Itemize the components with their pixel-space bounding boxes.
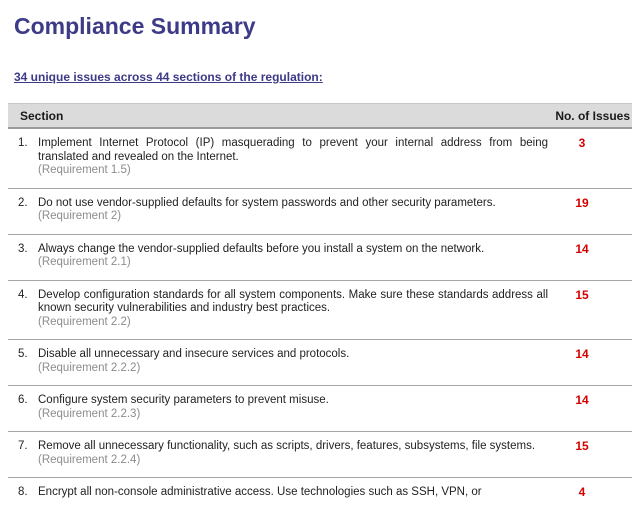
row-number: 5. [18, 348, 28, 360]
table-rows [8, 129, 632, 510]
row-body [38, 486, 548, 500]
row-requirement: (Requirement 2.2.2) [38, 361, 141, 374]
row-body [38, 197, 548, 224]
row-text: Always change the vendor-supplied defaults before you install a system on the network. [38, 242, 485, 255]
row-text: Disable all unnecessary and insecure services and protocols. [38, 348, 350, 360]
row-requirement: (Requirement 2.2) [38, 315, 131, 328]
row-text: Implement Internet Protocol (IP) masquerading to prevent your internal address from being translated and revealed on the Internet. [38, 137, 548, 163]
row-requirement: (Requirement 2.1) [38, 256, 131, 268]
issue-count: 3 [578, 136, 586, 150]
row-number: 7. [18, 440, 28, 452]
issue-count: 4 [578, 485, 586, 499]
table-row [8, 478, 632, 510]
row-text: Encrypt all non-console administrative access. Use technologies such as SSH, VPN, or [38, 486, 482, 498]
issue-count: 15 [575, 439, 589, 453]
row-requirement: (Requirement 2.2.4) [38, 453, 141, 466]
row-number: 3. [18, 242, 28, 255]
row-number: 8. [18, 486, 28, 498]
row-text: Do not use vendor-supplied defaults for system passwords and other security parameters. [38, 196, 496, 209]
table-row [8, 432, 632, 478]
issue-count: 14 [575, 393, 589, 407]
table-row [8, 235, 632, 281]
row-number: 1. [18, 137, 28, 149]
issue-count: 15 [575, 287, 589, 302]
table-row [8, 189, 632, 235]
row-body [38, 394, 548, 421]
table-row [8, 340, 632, 386]
summary-link[interactable]: 34 unique issues across 44 sections of the regulation: [14, 70, 323, 84]
page-title: Compliance Summary [14, 13, 256, 39]
row-requirement: (Requirement 2) [38, 210, 122, 222]
issue-count: 19 [575, 195, 589, 210]
issues-table [8, 103, 632, 510]
row-text: Develop configuration standards for all system components. Make sure these standards address all known security vulnerabilities and industry best practices. [38, 288, 548, 314]
table-row [8, 386, 632, 432]
row-number: 6. [18, 394, 28, 406]
table-row [8, 281, 632, 341]
issue-count: 14 [575, 347, 589, 361]
row-requirement: (Requirement 2.2.3) [38, 407, 141, 420]
table-row [8, 129, 632, 189]
row-requirement: (Requirement 1.5) [38, 164, 131, 176]
table-header [8, 103, 632, 129]
column-header-section: Section [20, 108, 64, 123]
row-body [38, 243, 548, 270]
row-body [38, 440, 548, 467]
row-text: Configure system security parameters to prevent misuse. [38, 394, 329, 406]
row-number: 4. [18, 288, 28, 301]
column-header-issues: No. of Issues [555, 108, 630, 123]
row-number: 2. [18, 196, 28, 209]
row-body [38, 137, 548, 178]
issue-count: 14 [575, 241, 589, 256]
row-body [38, 348, 548, 375]
row-text: Remove all unnecessary functionality, such as scripts, drivers, features, subsystems, file systems. [38, 440, 536, 452]
row-body [38, 289, 548, 330]
